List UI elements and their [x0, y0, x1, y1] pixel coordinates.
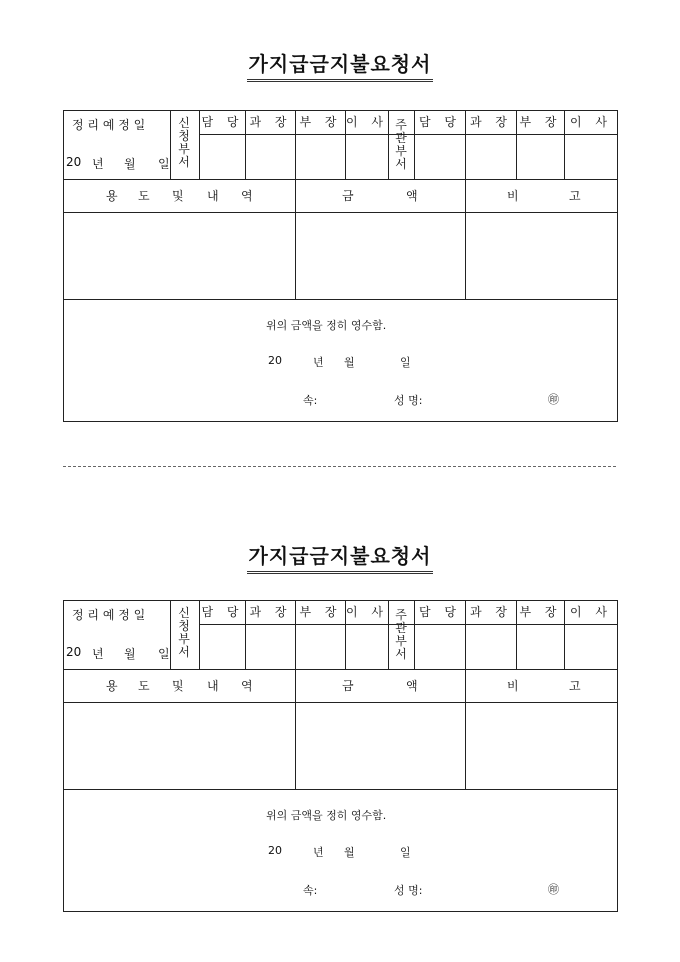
approval-table: 정 리 예 정 일 20 년 월 일 신 청 부 서 담 당 과 장 부 장 이 사 주 관 부 서 담 당 과 장 부 장 이 사 용 도 및 내 역 금 액 비 고 위의 금액을 정히 영수함. 20 년 월 일 속: 성 명: ㊞ [63, 110, 618, 422]
request-form-1 [0, 0, 680, 407]
receipt-statement: 위의 금액을 정히 영수함. [266, 319, 387, 332]
request-dept-label: 신 청 부 서 [178, 606, 190, 659]
affiliation-label: 속: [303, 394, 318, 407]
role-right-2: 과 장 [470, 115, 512, 129]
role-left-2: 과 장 [249, 115, 292, 129]
role-left-4: 이 사 [346, 605, 388, 619]
seal-mark: ㊞ [548, 393, 559, 406]
name-label: 성 명: [394, 884, 423, 897]
request-form-2 [0, 490, 680, 897]
role-right-4: 이 사 [570, 605, 612, 619]
request-dept-label: 신 청 부 서 [178, 116, 190, 169]
form-title: 가지급금지불요청서 [0, 48, 680, 82]
role-right-4: 이 사 [570, 115, 612, 129]
year-line: 20 년 월 일 [66, 645, 170, 661]
role-left-4: 이 사 [346, 115, 388, 129]
settle-date-label: 정 리 예 정 일 [72, 118, 146, 132]
settle-date-label: 정 리 예 정 일 [72, 608, 146, 622]
form-title: 가지급금지불요청서 [0, 540, 680, 574]
cut-line [63, 466, 616, 467]
name-label: 성 명: [394, 394, 423, 407]
role-left-3: 부 장 [299, 115, 342, 129]
approval-table: 정 리 예 정 일 20 년 월 일 신 청 부 서 담 당 과 장 부 장 이 사 주 관 부 서 담 당 과 장 부 장 이 사 용 도 및 내 역 금 액 비 고 위의 금액을 정히 영수함. 20 년 월 일 속: 성 명: ㊞ [63, 600, 618, 912]
role-right-2: 과 장 [470, 605, 512, 619]
role-right-3: 부 장 [519, 605, 562, 619]
role-left-3: 부 장 [299, 605, 342, 619]
role-right-1: 담 당 [419, 115, 461, 129]
seal-mark: ㊞ [548, 883, 559, 896]
affiliation-label: 속: [303, 884, 318, 897]
year-line: 20 년 월 일 [66, 155, 170, 171]
managing-dept-label: 주 관 부 서 [395, 118, 407, 171]
role-right-3: 부 장 [519, 115, 562, 129]
role-left-2: 과 장 [249, 605, 292, 619]
managing-dept-label: 주 관 부 서 [395, 608, 407, 661]
receipt-statement: 위의 금액을 정히 영수함. [266, 809, 387, 822]
role-left-1: 담 당 [201, 115, 244, 129]
role-right-1: 담 당 [419, 605, 461, 619]
role-left-1: 담 당 [201, 605, 244, 619]
